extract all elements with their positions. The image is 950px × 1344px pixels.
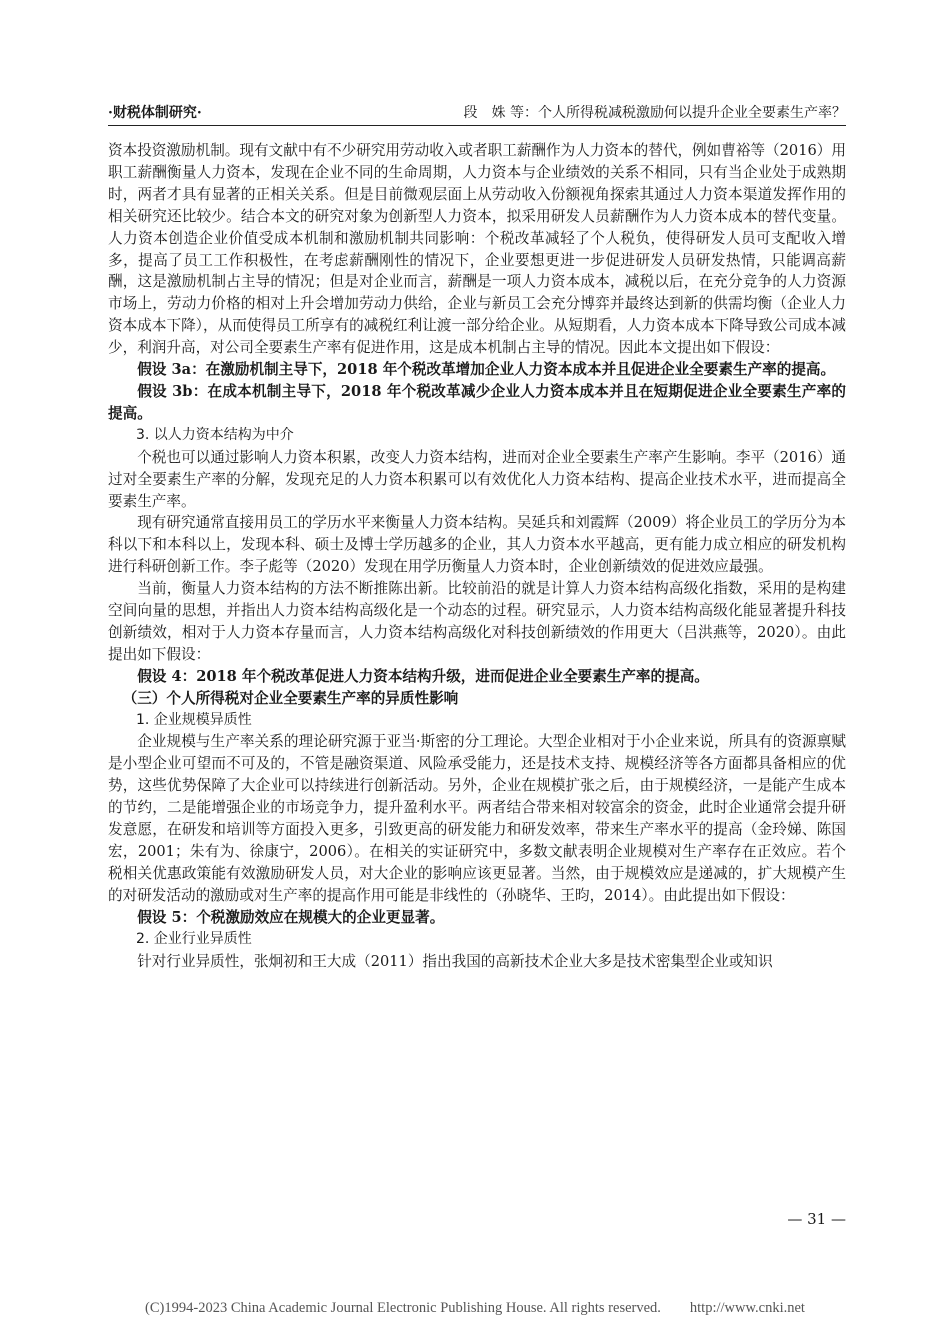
copyright-footer: (C)1994-2023 China Academic Journal Electronic Publishing House. All rights reserved. http://www.cnki.net [145,1300,805,1316]
paragraph: 针对行业异质性，张炯初和王大成（2011）指出我国的高新技术企业大多是技术密集型企业或知识 [137,952,773,970]
article-body [108,140,846,972]
paragraph: 当前，衡量人力资本结构的方法不断推陈出新。比较前沿的就是计算人力资本结构高级化指数，采用的是构建空间向量的思想，并指出人力资本结构高级化是一个动态的过程。研究显示，人力资本结构高级化能显著提升科技创新绩效，相对于人力资本存量而言，人力资本结构高级化对科技创新绩效的作用更大（吕洪燕等，2020）。由此提出如下假设： [108,580,846,663]
subheading: 1. 企业规模异质性 [136,711,252,728]
header-title: 段 姝 等：个人所得税减税激励何以提升企业全要素生产率？ [463,105,846,121]
subheading: 2. 企业行业异质性 [136,930,252,947]
paragraph: 现有研究通常直接用员工的学历水平来衡量人力资本结构。吴延兵和刘霞辉（2009）将企业员工的学历分为本科以下和本科以上，发现本科、硕士及博士学历越多的企业，其人力资本水平越高，更有能力成立相应的研发机构进行科研创新工作。李子彪等（2020）发现在用学历衡量人力资本时，企业创新绩效的促进效应最强。 [108,514,846,576]
header-section: ·财税体制研究· [108,105,202,121]
subheading: 3. 以人力资本结构为中介 [136,426,294,443]
hypothesis-5: 假设 5：个税激励效应在规模大的企业更显著。 [137,908,445,926]
hypothesis-4: 假设 4：2018 年个税改革促进人力资本结构升级，进而促进企业全要素生产率的提高。 [137,667,709,685]
paragraph: 资本投资激励机制。现有文献中有不少研究用劳动收入或者职工薪酬作为人力资本的替代，例如曹裕等（2016）用职工薪酬衡量人力资本，发现在企业不同的生命周期，人力资本与企业绩效的关系不相同，只有当企业处于成熟期时，两者才具有显著的正相关关系。但是目前微观层面上从劳动收入份额视角探索其通过人力资本渠道发挥作用的相关研究还比较少。结合本文的研究对象为创新型人力资本，拟采用研发人员薪酬作为人力资本成本的替代变量。人力资本创造企业价值受成本机制和激励机制共同影响：个税改革减轻了个人税负，使得研发人员可支配收入增多，提高了员工工作积极性，在考虑薪酬刚性的情况下，企业要想更进一步促进研发人员研发热情，只能调高薪酬，这是激励机制占主导的情况；但是对企业而言，薪酬是一项人力资本成本，减税以后，在充分竞争的人力资源市场上，劳动力价格的相对上升会增加劳动力供给，企业与新员工会充分博弈并最终达到新的供需均衡（企业人力资本成本下降），从而使得员工所享有的减税红利让渡一部分给企业。从短期看，人力资本成本下降导致公司成本减少，利润升高，对公司全要素生产率有促进作用，这是成本机制占主导的情况。因此本文提出如下假设： [108,142,846,357]
hypothesis-3b: 假设 3b：在成本机制主导下，2018 年个税改革减少企业人力资本成本并且在短期促进企业全要素生产率的提高。 [108,382,846,422]
paragraph: 企业规模与生产率关系的理论研究源于亚当·斯密的分工理论。大型企业相对于小企业来说，所具有的资源禀赋是小型企业可望而不可及的，不管是融资渠道、风险承受能力，还是技术支持、规模经济等各方面都具备相应的优势，这些优势保障了大企业可以持续进行创新活动。另外，企业在规模扩张之后，由于规模经济，一是能产生成本的节约，二是能增强企业的市场竞争力，提升盈利水平。两者结合带来相对较富余的资金，此时企业通常会提升研发意愿，在研发和培训等方面投入更多，引致更高的研发能力和研发效率，带来生产率水平的提高（金玲娣、陈国宏，2001；朱有为、徐康宁，2006）。在相关的实证研究中，多数文献表明企业规模对生产率存在正效应。若个税相关优惠政策能有效激励研发人员，对大企业的影响应该更显著。当然，由于规模效应是递减的，扩大规模产生的对研发活动的激励或对生产率的提高作用可能是非线性的（孙晓华、王昀，2014）。由此提出如下假设： [108,733,846,904]
running-header [108,101,846,126]
hypothesis-3a: 假设 3a：在激励机制主导下，2018 年个税改革增加企业人力资本成本并且促进企业全要素生产率的提高。 [137,361,836,379]
page-number: — 31 — [787,1210,846,1228]
section-heading: （三）个人所得税对企业全要素生产率的异质性影响 [122,689,459,707]
paragraph: 个税也可以通过影响人力资本积累，改变人力资本结构，进而对企业全要素生产率产生影响。李平（2016）通过对全要素生产率的分解，发现充足的人力资本积累可以有效优化人力资本结构、提高企业技术水平，进而提高全要素生产率。 [108,448,846,510]
